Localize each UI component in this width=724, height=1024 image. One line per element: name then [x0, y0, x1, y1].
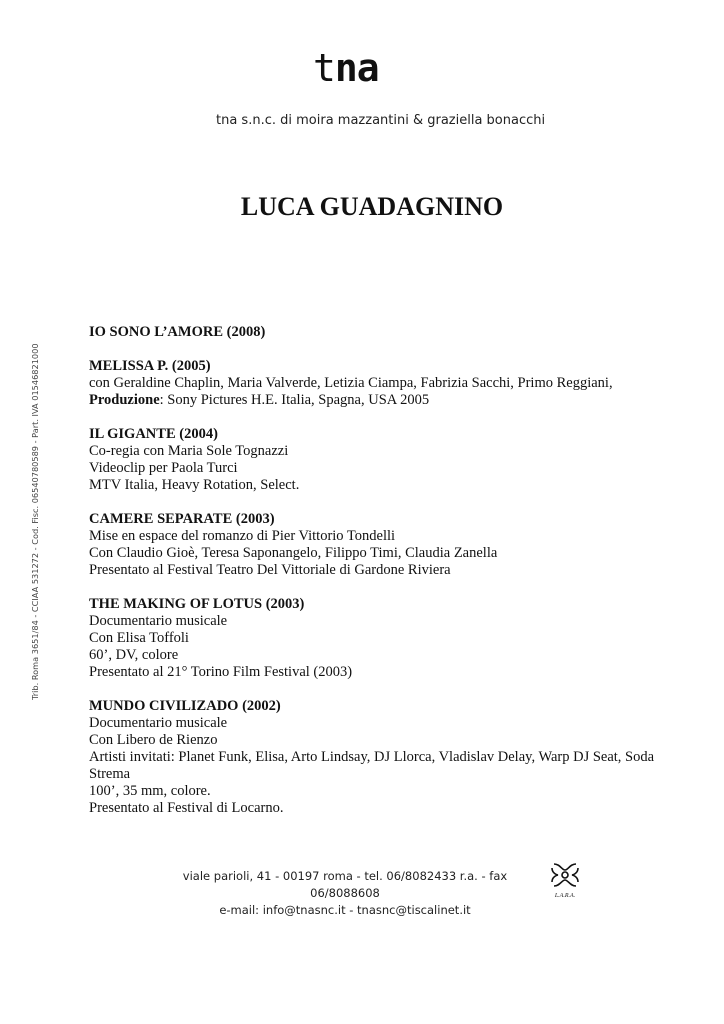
filmography [89, 324, 689, 834]
entry-mundo-civilizado [89, 698, 689, 817]
footer-email: e-mail: info@tnasnc.it - tnasnc@tiscalinet.it [219, 903, 471, 917]
entry-line-production [89, 392, 689, 409]
footer-contact [150, 868, 540, 919]
entry-io-sono-lamore [89, 324, 689, 341]
company-logo [313, 46, 379, 90]
company-subtitle: tna s.n.c. di moira mazzantini & graziella bonacchi [216, 113, 546, 128]
entry-melissa-p [89, 358, 689, 409]
entry-il-gigante [89, 426, 689, 494]
emblem-icon [548, 860, 582, 890]
entry-line: Videoclip per Paola Turci [89, 460, 238, 476]
entry-line: Co-regia con Maria Sole Tognazzi [89, 443, 289, 459]
entry-line: Strema [89, 766, 131, 782]
entry-title: MELISSA P. (2005) [89, 358, 211, 374]
entry-line: con Geraldine Chaplin, Maria Valverde, Letizia Ciampa, Fabrizia Sacchi, Primo Reggiani, [89, 375, 613, 391]
entry-line: Mise en espace del romanzo di Pier Vittorio Tondelli [89, 528, 396, 544]
entry-line: Artisti invitati: Planet Funk, Elisa, Arto Lindsay, DJ Llorca, Vladislav Delay, Warp DJ Seat, Soda [89, 749, 655, 765]
entry-line: Presentato al Festival di Locarno. [89, 800, 284, 816]
entry-title: CAMERE SEPARATE (2003) [89, 511, 275, 527]
entry-line: MTV Italia, Heavy Rotation, Select. [89, 477, 300, 493]
emblem-label: L.A.R.A. [554, 893, 576, 899]
entry-line: Con Libero de Rienzo [89, 732, 218, 748]
entry-line: Con Elisa Toffoli [89, 630, 189, 646]
entry-line: Presentato al 21° Torino Film Festival (2003) [89, 664, 353, 680]
logo-bold: na [334, 46, 379, 90]
entry-line: Documentario musicale [89, 715, 228, 731]
production-value: Sony Pictures H.E. Italia, Spagna, USA 2005 [167, 392, 430, 408]
logo-prefix: t [313, 46, 335, 90]
entry-title: MUNDO CIVILIZADO (2002) [89, 698, 281, 714]
entry-camere-separate [89, 511, 689, 579]
entry-line: Presentato al Festival Teatro Del Vittoriale di Gardone Riviera [89, 562, 451, 578]
entry-the-making-of-lotus [89, 596, 689, 681]
footer-address: viale parioli, 41 - 00197 roma - tel. 06/8082433 r.a. - fax 06/8088608 [182, 869, 508, 900]
entry-line: Con Claudio Gioè, Teresa Saponangelo, Filippo Timi, Claudia Zanella [89, 545, 498, 561]
entry-title: IO SONO L’AMORE (2008) [89, 324, 266, 340]
entry-title: THE MAKING OF LOTUS (2003) [89, 596, 305, 612]
entry-line: 100’, 35 mm, colore. [89, 783, 211, 799]
page-title: LUCA GUADAGNINO [240, 192, 504, 221]
lara-emblem [545, 860, 585, 899]
side-registration-text: Trib. Roma 3651/84 - CCIAA 531272 - Cod. Fisc. 06540780589 - Part. IVA 01546821000 [30, 343, 40, 700]
entry-line: 60’, DV, colore [89, 647, 179, 663]
production-label: Produzione [89, 392, 160, 408]
production-sep: : [159, 392, 168, 408]
entry-title: IL GIGANTE (2004) [89, 426, 218, 442]
entry-line: Documentario musicale [89, 613, 228, 629]
